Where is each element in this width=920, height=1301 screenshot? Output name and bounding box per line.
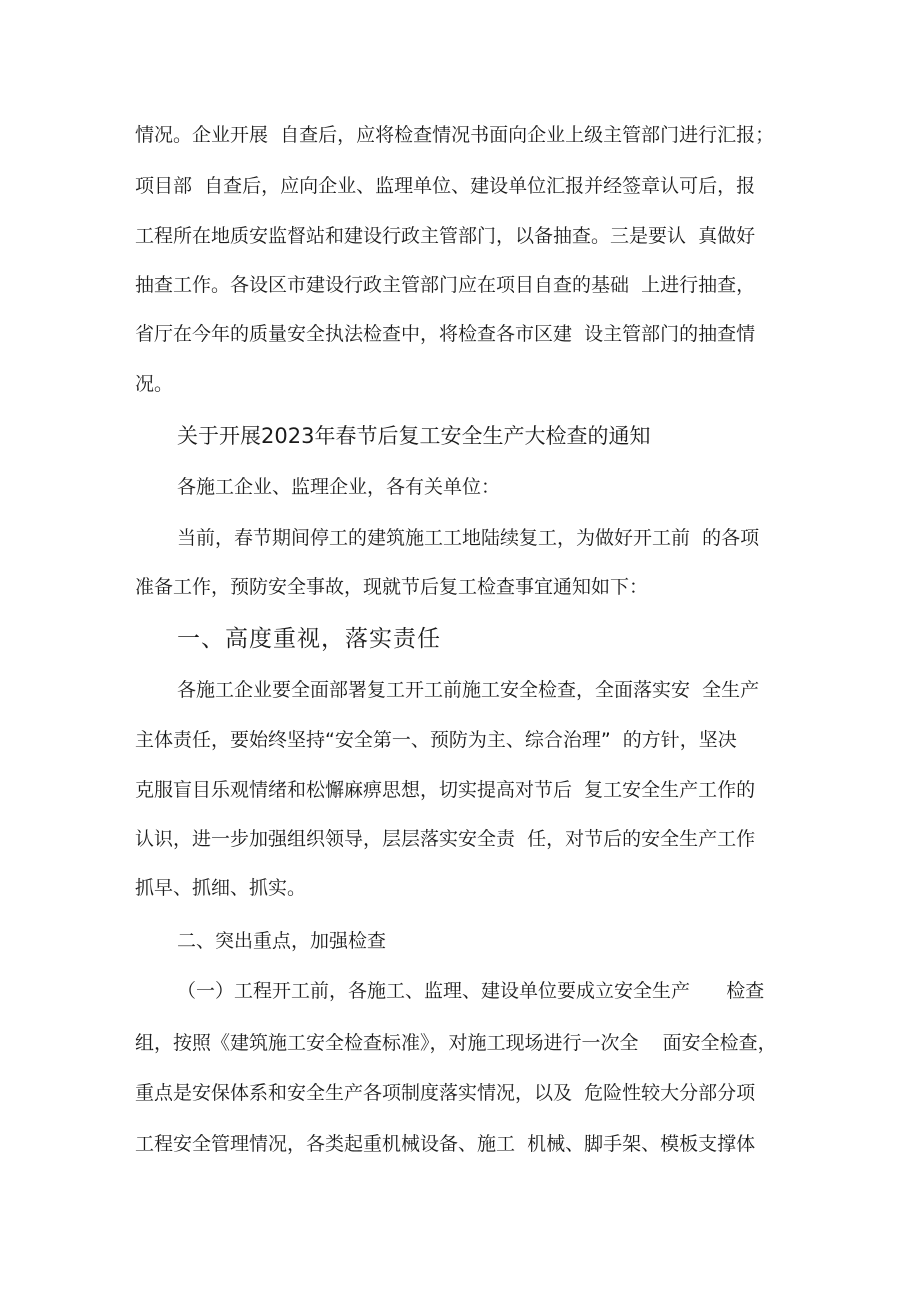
body-text-line: 省厅在今年的质量安全执法检查中，将检查各市区建 设主管部门的抽查情 <box>135 323 756 345</box>
body-text-line: 准备工作，预防安全事故，现就节后复工检查事宜通知如下： <box>135 576 649 598</box>
notice-title: 关于开展2023年春节后复工安全生产大检查的通知 <box>177 424 651 448</box>
body-text-line: 情况。企业开展 自查后，应将检查情况书面向企业上级主管部门进行汇报； <box>135 124 775 146</box>
body-text-line: 重点是安保体系和安全生产各项制度落实情况，以及 危险性较大分部分项 <box>135 1082 756 1104</box>
body-text-line: 况。 <box>135 373 174 395</box>
body-text-line: 工程安全管理情况，各类起重机械设备、施工 机械、脚手架、模板支撑体 <box>135 1133 756 1155</box>
body-text-line: 当前，春节期间停工的建筑施工工地陆续复工，为做好开工前 的各项 <box>177 527 760 549</box>
body-text-line: 各施工企业要全面部署复工开工前施工安全检查，全面落实安 全生产 <box>177 679 760 701</box>
body-text-line: 抓早、抓细、抓实。 <box>135 877 307 899</box>
section-heading: 二、突出重点，加强检查 <box>177 930 387 952</box>
body-text-line: 工程所在地质安监督站和建设行政主管部门，以备抽查。三是要认 真做好 <box>135 225 756 247</box>
addressee-line: 各施工企业、监理企业，各有关单位： <box>177 476 501 498</box>
body-text-line: 项目部 自查后，应向企业、监理单位、建设单位汇报并经签章认可后，报 <box>135 175 756 197</box>
body-text-line: 组，按照《建筑施工安全检查标准》，对施工现场进行一次全 面安全检查， <box>135 1032 777 1054</box>
body-text-line: 认识，进一步加强组织领导，层层落实安全责 任，对节后的安全生产工作 <box>135 828 756 850</box>
body-text-line: 抽查工作。各设区市建设行政主管部门应在项目自查的基础 上进行抽查， <box>135 274 756 296</box>
body-text-line: 主体责任，要始终坚持“安全第一、预防为主、综合治理” 的方针，坚决 <box>135 729 737 751</box>
section-heading: 一、高度重视，落实责任 <box>177 626 441 652</box>
body-text-line: 克服盲目乐观情绪和松懈麻痹思想，切实提高对节后 复工安全生产工作的 <box>135 779 756 801</box>
body-text-line: （一）工程开工前，各施工、监理、建设单位要成立安全生产 检查 <box>177 980 765 1002</box>
